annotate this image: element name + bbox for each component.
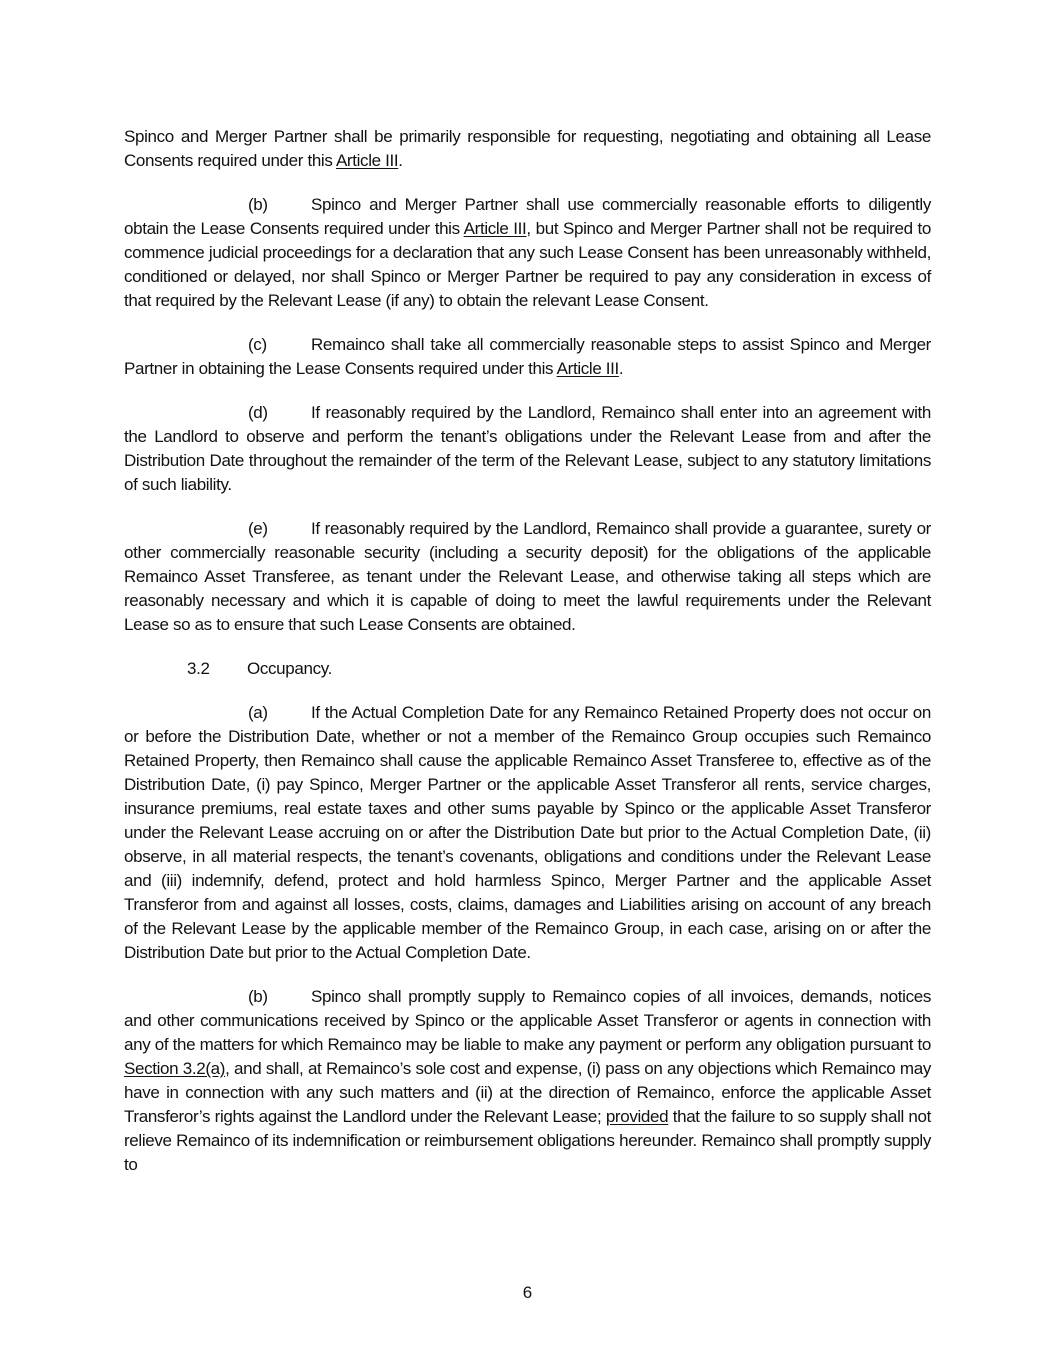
paragraph-3-2-b <box>124 985 931 1177</box>
paragraph-text: If the Actual Completion Date for any Remainco Retained Property does not occur on or before the Distribution Date, whether or not a member of the Remainco Group occupies such Remainco Retained Property, then Remainco shall cause the applicable Remainco Asset Transferee to, effective as of the Distribution Date, (i) pay Spinco, Merger Partner or the applicable Asset Transferor all rents, service charges, insurance premiums, real estate taxes and other sums payable by Spinco or the applicable Asset Transferor under the Relevant Lease accruing on or after the Distribution Date but prior to the Actual Completion Date, (ii) observe, in all material respects, the tenant’s covenants, obligations and conditions under the Relevant Lease and (iii) indemnify, defend, protect and hold harmless Spinco, Merger Partner and the applicable Asset Transferor from and against all losses, costs, claims, damages and Liabilities arising on account of any breach of the Relevant Lease by the applicable member of the Remainco Group, in each case, arising on or after the Distribution Date but prior to the Actual Completion Date. <box>124 703 931 962</box>
paragraph-3-1-d <box>124 401 931 497</box>
article-iii-reference: Article III <box>463 219 527 238</box>
section-title: Occupancy. <box>247 659 333 678</box>
paragraph-text: that the failure to so supply shall not relieve Remainco of its indemnification or reimbursement obligations hereunder. Remainco shall promptly supply to <box>124 1107 932 1174</box>
page-number: 6 <box>522 1283 533 1302</box>
paragraph-text: . <box>398 151 403 170</box>
paragraph-label: (b) <box>248 195 268 214</box>
paragraph-label: (a) <box>248 703 268 722</box>
paragraph-3-1-c <box>124 333 931 381</box>
paragraph-text: . <box>618 359 624 378</box>
paragraph-text: If reasonably required by the Landlord, Remainco shall enter into an agreement with the Landlord to observe and perform the tenant’s obligations under the Relevant Lease from and after the Distribution Date throughout the remainder of the term of the Relevant Lease, subject to any statutory limitations of such liability. <box>124 403 931 494</box>
paragraph-3-1-b <box>124 193 931 313</box>
paragraph-label: (d) <box>248 403 268 422</box>
section-heading-3-2 <box>124 657 931 681</box>
paragraph-text: Remainco shall take all commercially reasonable steps to assist Spinco and Merger Partner in obtaining the Lease Consents required under this <box>124 335 931 378</box>
section-number: 3.2 <box>187 659 210 678</box>
paragraph-text: If reasonably required by the Landlord, Remainco shall provide a guarantee, surety or other commercially reasonable security (including a security deposit) for the obligations of the applicable Remainco Asset Transferee, as tenant under the Relevant Lease, and otherwise taking all steps which are reasonably necessary and which it is capable of doing to meet the lawful requirements under the Relevant Lease so as to ensure that such Lease Consents are obtained. <box>124 519 931 634</box>
section-3-2-a-reference: Section 3.2(a) <box>124 1059 226 1078</box>
paragraph-3-1-e <box>124 517 931 637</box>
paragraph-text: Spinco shall promptly supply to Remainco copies of all invoices, demands, notices and other communications received by Spinco or the applicable Asset Transferor or agents in connection with any of the matters for which Remainco may be liable to make any payment or perform any obligation pursuant to <box>124 987 931 1054</box>
paragraph-label: (b) <box>248 987 268 1006</box>
paragraph-intro <box>124 125 931 173</box>
article-iii-reference: Article III <box>556 359 619 378</box>
provided-emphasis: provided <box>605 1107 669 1126</box>
paragraph-text: Spinco and Merger Partner shall use commercially reasonable efforts to diligently obtain the Lease Consents required under this <box>124 195 931 238</box>
paragraph-label: (c) <box>248 335 267 354</box>
article-iii-reference: Article III <box>335 151 399 170</box>
document-body <box>124 125 931 1177</box>
paragraph-3-2-a <box>124 701 931 965</box>
paragraph-text: , but Spinco and Merger Partner shall not be required to commence judicial proceedings for a declaration that any such Lease Consent has been unreasonably withheld, conditioned or delayed, nor shall Spinco or Merger Partner be required to pay any consideration in excess of that required by the Relevant Lease (if any) to obtain the relevant Lease Consent. <box>124 219 932 310</box>
paragraph-label: (e) <box>248 519 268 538</box>
paragraph-text: , and shall, at Remainco’s sole cost and expense, (i) pass on any objections which Remainco may have in connection with any such matters and (ii) at the direction of Remainco, enforce the applicable Asset Transferor’s rights against the Landlord under the Relevant Lease; <box>124 1059 931 1126</box>
paragraph-text: Spinco and Merger Partner shall be primarily responsible for requesting, negotiating and obtaining all Lease Consents required under this <box>124 127 931 170</box>
